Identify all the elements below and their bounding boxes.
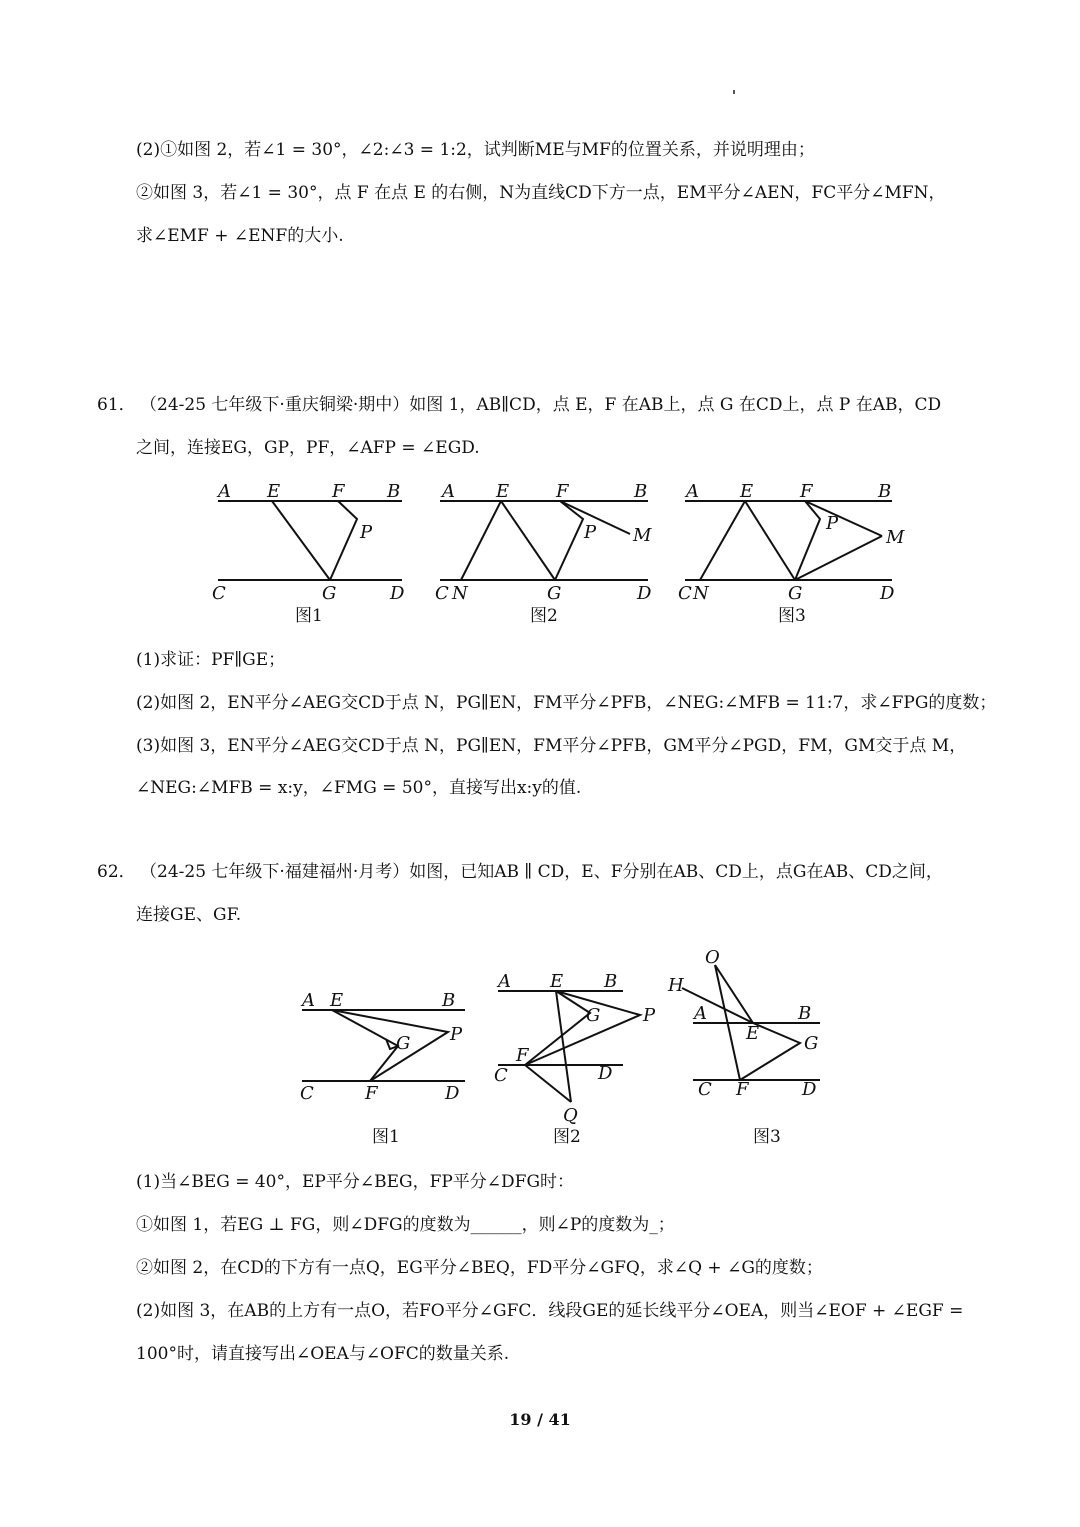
fig62-1-label-D: D xyxy=(445,1083,460,1104)
fig61-2-label-N: N xyxy=(452,583,468,604)
fig62-3-label-O: O xyxy=(705,947,720,968)
fig62-3-label-G: G xyxy=(804,1033,819,1054)
fig62-2-label-D: D xyxy=(598,1063,613,1084)
fig61-2-label-M: M xyxy=(633,525,652,546)
page-number: 19 / 41 xyxy=(509,1410,571,1429)
problem-62-question-1: (1)当∠BEG = 40°，EP平分∠BEG，FP平分∠DFG时： xyxy=(136,1172,575,1192)
fig62-1-label-C: C xyxy=(300,1083,314,1104)
fig62-1-label-B: B xyxy=(442,990,456,1011)
fig61-1-label-E: E xyxy=(267,481,281,502)
fig62-2-label-P: P xyxy=(643,1005,656,1026)
fig61-2-label-C: C xyxy=(435,583,449,604)
prev-problem-part2b-line: ②如图 3，若∠1 = 30°，点 F 在点 E 的右侧，N为直线CD下方一点，EM平分∠AEN，FC平分∠MFN， xyxy=(136,183,946,203)
fig61-1-label-D: D xyxy=(390,583,405,604)
fig62-1-caption: 图1 xyxy=(372,1127,400,1147)
problem-61-stem: （24-25 七年级下·重庆铜梁·期中）如图 1，AB∥CD，点 E，F 在AB上，点 G 在CD上，点 P 在AB，CD xyxy=(140,395,942,415)
fig61-2-label-G: G xyxy=(547,583,562,604)
prev-problem-part2-line: (2)①如图 2，若∠1 = 30°，∠2:∠3 = 1:2，试判断ME与MF的位置关系，并说明理由； xyxy=(136,140,815,160)
fig61-3-label-E: E xyxy=(740,481,754,502)
prev-problem-part2b-line-cont: 求∠EMF + ∠ENF的大小. xyxy=(136,226,344,246)
fig61-3-label-F: F xyxy=(800,481,813,502)
fig62-2-label-G: G xyxy=(586,1005,601,1026)
problem-62-question-2: (2)如图 3，在AB的上方有一点O，若FO平分∠GFC．线段GE的延长线平分∠OEA，则当∠EOF + ∠EGF = xyxy=(136,1301,964,1321)
fig62-3-label-E: E xyxy=(746,1023,760,1044)
fig61-2-label-F: F xyxy=(556,481,569,502)
fig61-2-label-E: E xyxy=(496,481,510,502)
problem-61-question-1: (1)求证：PF∥GE； xyxy=(136,650,286,670)
problem-62-figures xyxy=(290,945,850,1150)
problem-61-question-2: (2)如图 2，EN平分∠AEG交CD于点 N，PG∥EN，FM平分∠PFB，∠NEG:∠MFB = 11:7，求∠FPG的度数； xyxy=(136,693,997,713)
fig62-3-label-C: C xyxy=(698,1079,712,1100)
fig62-2-label-Q: Q xyxy=(563,1105,578,1126)
fig61-3-label-M: M xyxy=(886,527,905,548)
problem-62-number: 62． xyxy=(97,862,136,882)
fig62-3-label-A: A xyxy=(694,1003,707,1024)
problem-61-stem-cont: 之间，连接EG，GP，PF，∠AFP = ∠EGD. xyxy=(136,438,480,458)
fig62-2-label-F: F xyxy=(516,1045,529,1066)
fig62-2-label-C: C xyxy=(494,1065,508,1086)
fig61-1-caption: 图1 xyxy=(295,606,323,626)
problem-61-question-3: (3)如图 3，EN平分∠AEG交CD于点 N，PG∥EN，FM平分∠PFB，GM平分∠PGD，FM，GM交于点 M， xyxy=(136,736,967,756)
fig62-3-label-B: B xyxy=(798,1003,812,1024)
fig61-1-label-C: C xyxy=(212,583,226,604)
problem-62-figure-3 xyxy=(667,947,820,1147)
fig62-3-label-H: H xyxy=(668,975,684,996)
problem-61-figure-1 xyxy=(212,481,405,626)
fig61-2-label-D: D xyxy=(637,583,652,604)
fig61-1-label-G: G xyxy=(322,583,337,604)
problem-62-stem-cont: 连接GE、GF. xyxy=(136,905,242,925)
fig61-1-label-A: A xyxy=(218,481,231,502)
fig62-3-label-F: F xyxy=(736,1079,749,1100)
fig61-2-caption: 图2 xyxy=(530,606,558,626)
problem-61-figure-3 xyxy=(678,481,905,626)
fig61-3-label-P: P xyxy=(826,513,839,534)
problem-62-stem: （24-25 七年级下·福建福州·月考）如图，已知AB ∥ CD，E、F分别在AB、CD上，点G在AB、CD之间， xyxy=(140,862,943,882)
problem-62-question-1a: ①如图 1，若EG ⊥ FG，则∠DFG的度数为______，则∠P的度数为_； xyxy=(136,1215,675,1235)
fig61-2-label-P: P xyxy=(584,522,597,543)
fig62-2-label-E: E xyxy=(550,971,564,992)
problem-62-question-1b: ②如图 2，在CD的下方有一点Q，EG平分∠BEQ，FD平分∠GFQ，求∠Q + ∠G的度数； xyxy=(136,1258,823,1278)
fig62-1-label-G: G xyxy=(396,1033,411,1054)
fig61-3-label-G: G xyxy=(788,583,803,604)
problem-62-figure-2 xyxy=(494,971,656,1147)
fig61-3-caption: 图3 xyxy=(778,606,806,626)
fig62-1-label-A: A xyxy=(302,990,315,1011)
fig61-3-label-B: B xyxy=(878,481,892,502)
fig62-1-label-E: E xyxy=(330,990,344,1011)
problem-61-figures xyxy=(200,475,920,630)
fig61-3-label-C: C xyxy=(678,583,692,604)
fig61-3-label-A: A xyxy=(686,481,699,502)
problem-62-figure-1 xyxy=(300,990,465,1147)
fig62-1-label-P: P xyxy=(450,1024,463,1045)
fig61-1-label-F: F xyxy=(332,481,345,502)
fig62-3-label-D: D xyxy=(802,1079,817,1100)
fig61-2-label-A: A xyxy=(442,481,455,502)
fig62-3-caption: 图3 xyxy=(753,1127,781,1147)
problem-61-question-3-cont: ∠NEG:∠MFB = x:y，∠FMG = 50°，直接写出x:y的值. xyxy=(136,778,582,798)
fig62-2-label-A: A xyxy=(498,971,511,992)
scan-speck xyxy=(733,90,735,94)
problem-61-figure-2 xyxy=(435,481,652,626)
fig62-2-label-B: B xyxy=(604,971,618,992)
problem-62-question-2-cont: 100°时，请直接写出∠OEA与∠OFC的数量关系. xyxy=(136,1344,510,1364)
fig61-3-label-D: D xyxy=(880,583,895,604)
fig61-1-label-B: B xyxy=(387,481,401,502)
problem-61-number: 61． xyxy=(97,395,136,415)
fig62-2-caption: 图2 xyxy=(553,1127,581,1147)
fig61-3-label-N: N xyxy=(693,583,709,604)
fig61-1-label-P: P xyxy=(360,522,373,543)
fig61-2-label-B: B xyxy=(634,481,648,502)
fig62-1-label-F: F xyxy=(365,1083,378,1104)
